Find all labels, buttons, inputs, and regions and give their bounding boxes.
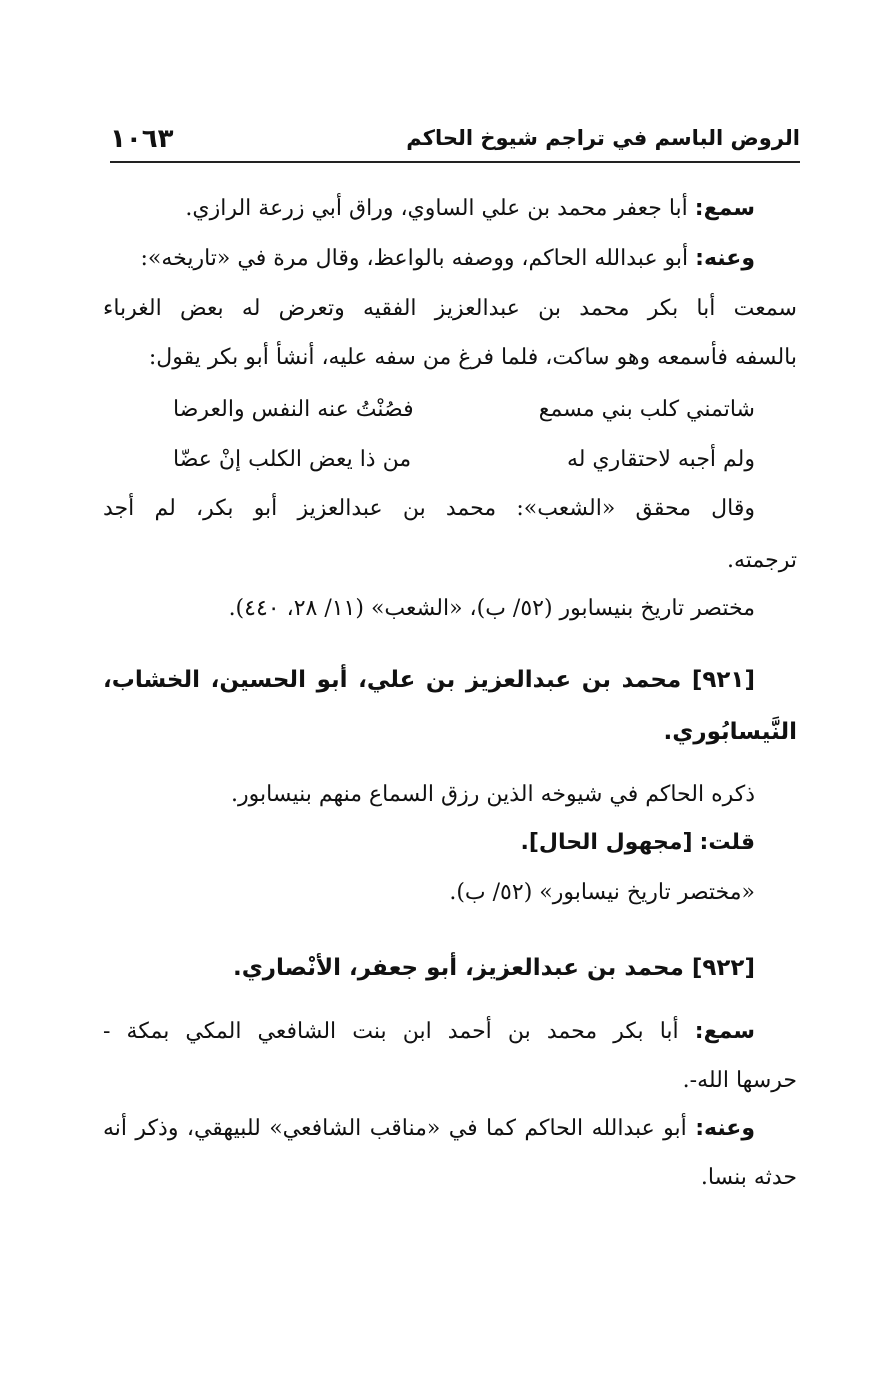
narrated-by-line [140,244,755,274]
said-label: قلت: [699,830,755,855]
body-line: بالسفه فأسمعه وهو ساكت، فلما فرغ من سفه عليه، أنشأ أبو بكر يقول: [148,345,797,370]
heard-text: أبا بكر محمد بن أحمد ابن بنت الشافعي المكي بمكة - [103,1019,679,1044]
body-line: حرسها الله-. [682,1068,797,1093]
heard-text: أبا جعفر محمد بن علي الساوي، وراق أبي زرعة الرازي. [185,196,688,221]
narrated-by-text: أبو عبدالله الحاكم كما في «مناقب الشافعي» للبيهقي، وذكر أنه [103,1116,687,1141]
body-line: حدثه بنسا. [700,1165,797,1190]
sources-line: «مختصر تاريخ نيسابور» (٥٢/ ب). [449,880,755,905]
heard-from-line [103,1017,755,1047]
entry-heading-cont: النَّيسابُوري. [663,719,797,745]
heard-label: سمع: [694,196,755,221]
mention-line: ذكره الحاكم في شيوخه الذين رزق السماع منهم بنيسابور. [231,782,755,807]
verse-hemistich-left: من ذا يعض الكلب إنْ عضّا [173,447,412,472]
body-line: وقال محقق «الشعب»: محمد بن عبدالعزيز أبو بكر، لم أجد [103,496,755,521]
narrated-by-label: وعنه: [695,246,755,271]
narrated-by-text: أبو عبدالله الحاكم، ووصفه بالواعظ، وقال مرة في «تاريخه»: [140,246,689,271]
entry-heading: [٩٢٢] محمد بن عبدالعزيز، أبو جعفر، الأنْصاري. [232,955,755,981]
body-line: سمعت أبا بكر محمد بن عبدالعزيز الفقيه وتعرض له بعض الغرباء [103,296,797,321]
said-text: [مجهول الحال]. [520,830,693,855]
sources-line: مختصر تاريخ بنيسابور (٥٢/ ب)، «الشعب» (١١/ ٢٨، ٤٤٠). [228,596,755,621]
running-title: الروض الباسم في تراجم شيوخ الحاكم [406,126,800,150]
page-header [110,118,800,162]
verse-hemistich-right: ولم أجبه لاحتقاري له [566,447,755,472]
narrated-by-line [103,1114,755,1144]
body-line: ترجمته. [726,548,797,573]
verse-hemistich-right: شاتمني كلب بني مسمع [538,397,755,422]
heard-label: سمع: [694,1019,755,1044]
narrated-by-label: وعنه: [695,1116,756,1141]
heard-from-line [185,194,755,224]
header-rule [110,161,800,163]
verse-hemistich-left: فصُنْتُ عنه النفس والعرضا [173,397,414,422]
said-line [521,828,756,858]
entry-heading: [٩٢١] محمد بن عبدالعزيز بن علي، أبو الحسين، الخشاب، [103,667,755,693]
page-number: ١٠٦٣ [110,124,174,154]
